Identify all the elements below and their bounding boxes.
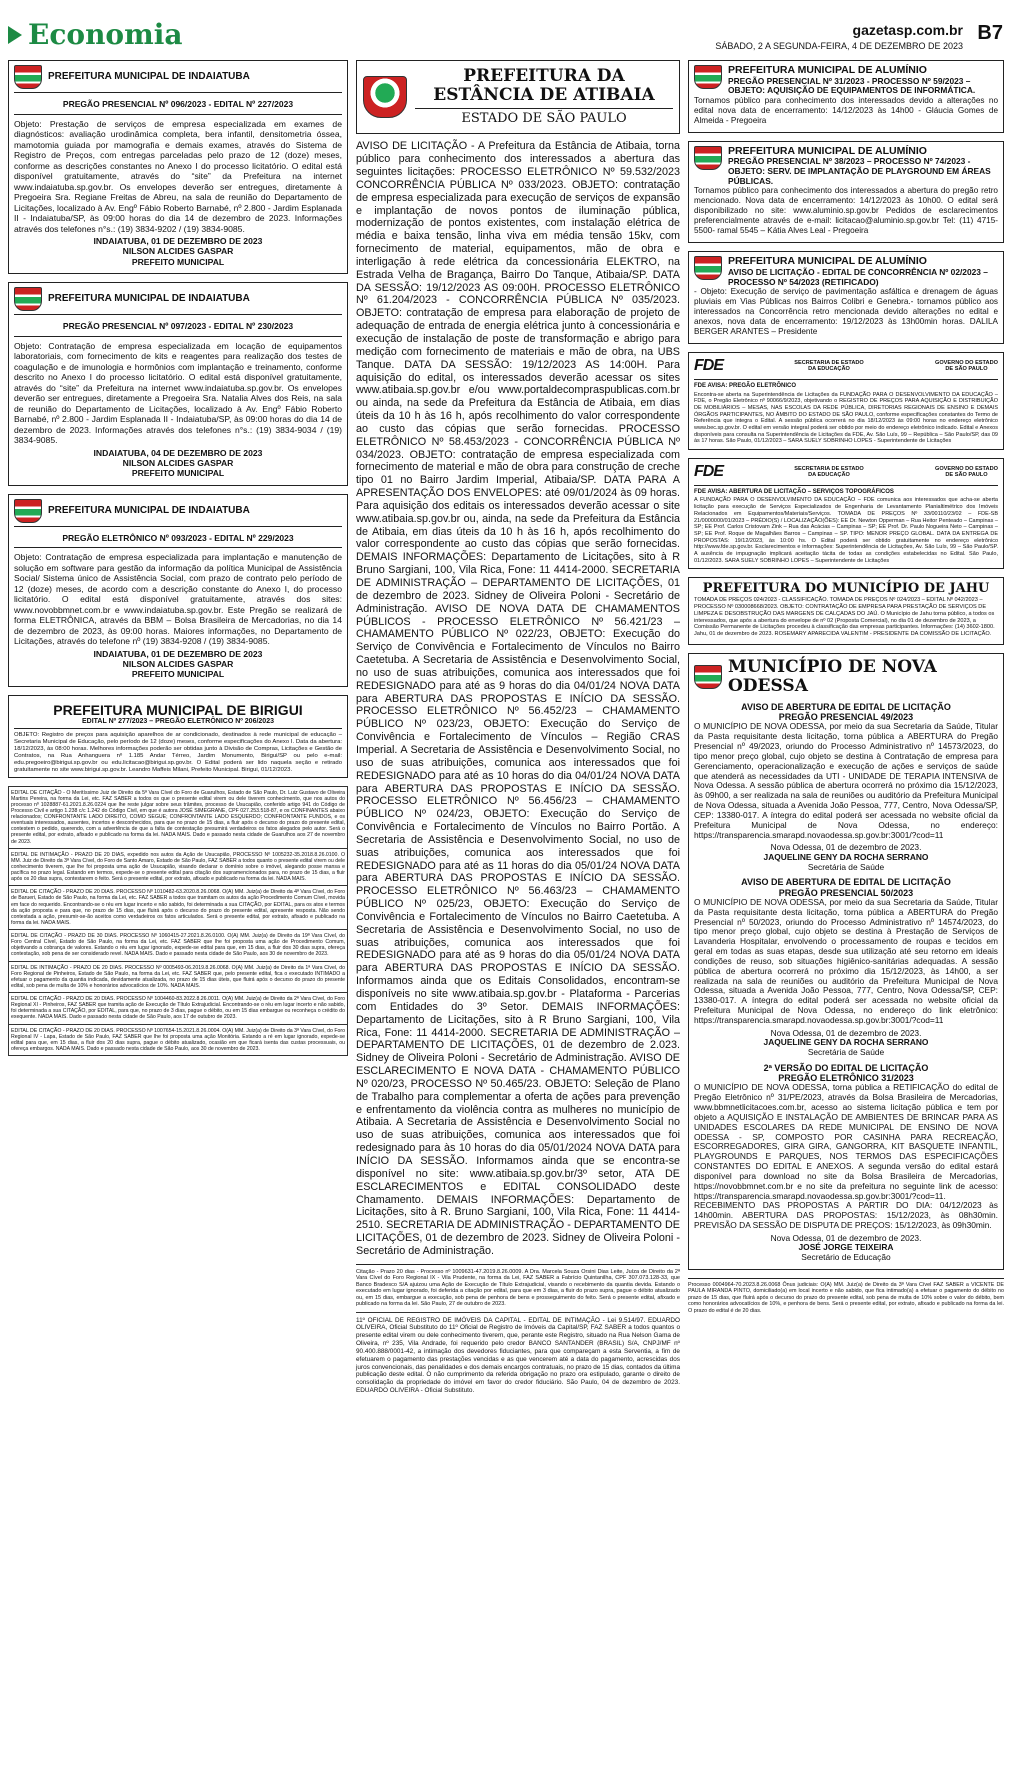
- section-title: Economia: [28, 18, 183, 51]
- notice-subhead: [694, 702, 998, 723]
- subhead-line: AVISO DE ABERTURA DE EDITAL DE LICITAÇÃO: [741, 701, 951, 712]
- city-crest-icon: [694, 146, 722, 170]
- notice-header: [694, 658, 998, 697]
- fde-governo: [935, 360, 998, 372]
- chevron-right-icon: [8, 26, 22, 44]
- notice-subhead: FDE AVISA: PREGÃO ELETRÔNICO: [694, 382, 797, 389]
- notice-signature: [14, 448, 342, 479]
- notice-body: O MUNICÍPIO DE NOVA ODESSA, torna pública a RETIFICAÇÃO do edital de Pregão Eletrônico nº 31/PE/2023, através da Bolsa Brasileira de Mercadorias, www.bbmnetlicitacoes.com.br, acesso ao sistema licitação pública e tem por objeto a AQUISIÇÃO E INSTALAÇÃO DE AMBIENTES DE BRINCAR PARA AS UNIDADES ESCOLARES DA REDE MUNICIPAL DE ENSINO DE NOVA ODESSA - SP, COMPOSTO POR CASINHA PARA RECREAÇÃO, ESCORREGADORES, GIRA GIRA, GANGORRA, KIT BASQUETE INFANTIL, PLAYGROUNDS E PARQUES, NOS TERMOS DAS ESPECIFICAÇÕES CONSTANTES DO EDITAL E ANEXOS. A segunda versão do edital estará disponível para download no site da Bolsa Brasileira de Mercadorias, https://novobbmnet.com.br e no site da prefeitura no seguinte link de acesso: https://transparencia.smarapd.novaodessa.sp.gov.br:3001/?cod=11. RECEBIMENTO DAS PROPOSTAS A PARTIR DO DIA: 04/12/2023 às 14h00min. ABERTURA DAS PROPOSTAS: 15/12/2023, às 08h30min. PREVISÃO DA SESSÃO DE DISPUTA DE PREÇOS: 15/12/2023, às 09h30min.: [694, 1082, 998, 1230]
- notice-entity: PREFEITURA MUNICIPAL DE INDAIATUBA: [48, 71, 250, 83]
- city-crest-icon: [694, 65, 722, 89]
- header-line: DE SÃO PAULO: [945, 366, 988, 373]
- notice-signature: [694, 1234, 998, 1263]
- notice-entity: PREFEITURA MUNICIPAL DE ALUMÍNIO: [728, 64, 927, 76]
- notice-indaiatuba-2: [8, 282, 348, 486]
- notice-fde-2: [688, 458, 1004, 569]
- notice-body: O MUNICÍPIO DE NOVA ODESSA, por meio da sua Secretaria da Saúde, Titular da Pasta requisitante desta licitação, torna pública a ABERTURA do Pregão Presencial nº 50/2023, oriundo do Processo Administrativo nº 14574/2023, do tipo menor preço global, cujo objeto se destina à Prestação de Serviços de Lavanderia Hospitalar, envolvendo o processamento de roupas e tecidos em geral em todas as suas etapas, desde sua utilização até seu retorno em ideais condições de reuso, sob situações higiênico-sanitárias adequadas. A sessão pública de abertura ocorrerá no próximo dia 15/12/2023, às 14h00, a ser realizada na sala de reuniões ou auditório da Prefeitura Municipal de Nova Odessa, situada a Avenida João Pessoa, 777, Centro, Nova Odessa/SP, CEP: 13380-017. A íntegra do edital poderá ser acessada no website oficial da Prefeitura Municipal de Nova Odessa, no endereço do link eletrônico: https://transparencia.smarapd.novaodessa.sp.gov.br:3001/?cod=11: [694, 896, 998, 1025]
- notice-atibaia-body: AVISO DE LICITAÇÃO - A Prefeitura da Estância de Atibaia, torna público para conhecimento dos interessados a abertura das seguintes licitações: PROCESSO ELETRÔNICO Nº 59.532/2023 CONCORRÊNCIA PÚBLICA Nº 033/2023. OBJETO: contratação de empresa especializada para execução de serviços de expansão e implantação de novos pontos de iluminação pública, modernização de pontos existentes, com instalação elétrica de média e baixa tensão, linha viva em média tensão 15kv, com fornecimento de material, equipamentos, mão de obra e interligação à rede elétrica da concessionária ELEKTRO, na Estrada Velha de Bragança, Bairro Do Tanque, Atibaia/SP. DATA DA SESSÃO: 19/12/2023 AS 09:00H. PROCESSO ELETRÔNICO Nº 61.204/2023 - CONCORRÊNCIA PÚBLICA Nº 035/2023. OBJETO: contratação de empresa para elaboração de projeto de adequação de entrada de energia elétrica junto à concessionária e execução de instalação de poste de transformação e abrigo para medição com fornecimento de materiais e mão de obra, na UBS Tanque. DATA DA SESSÃO: 19/12/2023 AS 14:00H. Para aquisição do edital, os interessados deverão acessar os sites www.atibaia.sp.gov.br e/ou www.portaldecompraspublicas.com.br ou ainda, na sede da Prefeitura da Estância de Atibaia, em dias úteis da 10 h às 16 h, após recolhimento do valor correspondente ao custo das cópias que serão fornecidas. PROCESSO ELETRÔNICO Nº 58.453/2023 - CONCORRÊNCIA PÚBLICA Nº 034/2023. OBJETO: contratação de empresa especializada com fornecimento de material e mão de obra para construção de creche tipo 01 no Bairro Jardim Imperial, Atibaia/SP. DATA PARA A APRESENTAÇÃO DOS ENVELOPES: até 09/01/2024 às 09 horas. Para aquisição dos editais os interessados deverão acessar o site www.atibaia.sp.gov.br ou, ainda, na sede da Prefeitura da Estância de Atibaia, em dias úteis da 10 h às 16 h, após recolhimento do valor correspondente ao custo das cópias que serão fornecidas. DEMAIS INFORMAÇÕES: Departamento de Licitações, sito à R Bruno Sargiani, 100, Vila Rica, Fone: 11 4414-2000. SECRETARIA DE ADMINISTRAÇÃO – DEPARTAMENTO DE LICITAÇÕES, 01 de dezembro de 2023. Sidney de Oliveira Poloni - Secretário de Administração. AVISO DE NOVA DATA DE CHAMAMENTOS PÚBLICOS - PROCESSO ELETRÔNICO Nº 56.421/23 – CHAMAMENTO PÚBLICO Nº 022/23, OBJETO: Execução do Serviço de Convivência e Fortalecimento de Vínculos no Bairro Caetetuba. A Secretaria de Assistência e Desenvolvimento Social, no uso de suas atribuições, comunica aos interessados que foi REDESIGNADO para até as 9 horas do dia 04/01/24 NOVA DATA para ABERTURA DAS PROPOSTAS E INÍCIO DA SESSÃO. PROCESSO ELETRÔNICO Nº 56.452/23 – CHAMAMENTO PÚBLICO Nº 023/23, OBJETO: Execução do Serviço de Convivência e Fortalecimento de Vínculos – Região CRAS Imperial. A Secretaria de Assistência e Desenvolvimento Social, no uso de suas atribuições, comunica aos interessados que foi REDESIGNADO para até as 10 horas do dia 04/01/24 NOVA DATA para ABERTURA DAS PROPOSTAS E INÍCIO DA SESSÃO. PROCESSO ELETRÔNICO Nº 56.456/23 – CHAMAMENTO PÚBLICO Nº 024/23, OBJETO: Execução do Serviço de Convivência e Fortalecimento de Vínculos no Bairro Portão. A Secretaria de Assistência e Desenvolvimento Social, no uso de suas atribuições, comunica aos interessados que foi REDESIGNADO para até as 11 horas do dia 05/01/24 NOVA DATA para ABERTURA DAS PROPOSTAS E INÍCIO DA SESSÃO. PROCESSO ELETRÔNICO Nº 56.463/23 – CHAMAMENTO PÚBLICO Nº 025/23, OBJETO: Execução do Serviço de Convivência e Fortalecimento de Vínculos no Bairro Caetetuba. A Secretaria de Assistência e Desenvolvimento Social, no uso de suas atribuições, comunica aos interessados que foi REDESIGNADO para até as 9 horas do dia 05/01/24 NOVA DATA para ABERTURA DAS PROPOSTAS E INÍCIO DA SESSÃO. Informamos ainda que os Editais Consolidados, encontram-se disponíveis no site www.atibaia.sp.gov.br - Plataforma - Parcerias com Entidades do 3º Setor. DEMAIS INFORMAÇÕES: Departamento de Licitações, sito à R Bruno Sargiani, 100, Vila Rica, Fone: 11 4414-2000. SECRETARIA DE ADMINISTRAÇÃO – DEPARTAMENTO DE LICITAÇÕES, 01 de dezembro de 2.023. Sidney de Oliveira Poloni - Secretário de Administração. AVISO DE ESCLARECIMENTO E NOVA DATA - CHAMAMENTO PÚBLICO Nº 020/23, PROCESSO Nº 50.465/23. OBJETO: Seleção de Plano de Trabalho para complementar a oferta de ações para prevenção e enfrentamento da violência contra as mulheres no município de Atibaia. A Secretaria de Assistência e Desenvolvimento Social no uso de suas atribuições, comunica aos interessados que foi redesignado para às 10 horas do dia 05/01/2024 NOVA DATA para INÍCIO DA SESSÃO. Informamos ainda que se encontra-se disponível no site: www.atibaia.sp.gov.br/3º setor, ATA DE ESCLARECIMENTOS e EDITAL CONSOLIDADO deste Chamamento. DEMAIS INFORMAÇÕES: Departamento de Licitações, sito à R. Bruno Sargiani, 100, Vila Rica, Fone: 11 4414-2510. SECRETARIA DE ADMINISTRAÇÃO - DEPARTAMENTO DE LICITAÇÕES, 01 de dezembro de 2023. Sidney de Oliveira Poloni - Secretário de Administração.: [356, 140, 680, 1257]
- court-notice: Processo 0004964-70.2023.8.26.0068 Ônus judiciais: O(A) MM. Juiz(a) de Direito da 3ª Vara Cível FAZ SABER a VICENTE DE PAULA MIRANDA PINTO, domiciliado(a) em local incerto e não sabido, que fica intimado(a) a efetuar o pagamento do débito no prazo de 15 dias, que fluirá após o decurso do prazo do presente edital, sob pena de multa de 10% sobre o valor do débito, bem como honorários advocatícios de 10%, e penhora de bens. Será o presente edital, por extrato, afixado e publicado na forma da lei. O prazo do edital é de 20 dias.: [688, 1278, 1004, 1314]
- notice-subhead: EDITAL Nº 277/2023 – PREGÃO ELETRÔNICO Nº 206/2023: [14, 718, 342, 729]
- column-left: [8, 60, 348, 1056]
- court-notice: Citação - Prazo 20 dias - Processo nº 1009631-47.2019.8.26.0009. A Dra. Marcela Souza Orsini Dias Leite, Juíza de Direito da 2ª Vara Cível do Foro Regional IX - Vila Prudente, na forma da Lei, FAZ SABER a Fabrício Quintanilha, CPF 307.073.128-33, que Banco Bradesco S/A ajuizou uma Ação de Execução de Título Extrajudicial, visando o recebimento da quantia devida. Estando o executado em lugar ignorado, foi deferida a citação por edital, para que em 3 dias, a fluir do prazo supra, pague o débito atualizado ou, em 15 dias, embargue a execução, sob pena de penhora de bens e prosseguimento do feito. Será o presente edital, afixado e publicado na forma da lei. São Paulo, 27 de outubro de 2023.: [356, 1268, 680, 1308]
- notice-body: Objeto: Contratação de empresa especializada para implantação e manutenção de solução em software para gestão da informação da política Municipal de Assistência Social/ Sistema único de Assistência Social, com prazo de contrato pelo período de 12 (doze) meses, de acordo com a descrição constante do Anexo I, do processo licitatório. O edital está disponível gratuitamente, através dos sites: www.novobbmnet.com.br e www.indaiatuba.sp.gov.br. Este Pregão se realizará de forma ELETRÔNICA, através da BBM – Bolsa Brasileira de Mercadorias, no dia 14 de dezembro de 2023, às 09:00 horas. Maiores informações, no Departamento de Licitações, através do telefone nº (19) 3834-9208 / (19) 3834-9085.: [14, 552, 342, 647]
- city-crest-icon: [694, 256, 722, 280]
- court-notice: EDITAL DE CITAÇÃO - PRAZO DE 20 DIAS. PROCESSO Nº 1010482-63.2020.8.26.0068. O(A) MM. Juiz(a) de Direito da 4ª Vara Cível, do Foro de Barueri, Estado de São Paulo, na forma da Lei, etc. FAZ SABER a todos que tramitam os autos da ação Procedimento Comum Cível, movida em face do requerido. Encontrando-se o réu em lugar incerto e não sabido, foi determinada a sua CITAÇÃO, por EDITAL, para os atos e termos da ação proposta e para que, no prazo de 15 dias, que fluirá após o decurso do prazo do presente edital, apresente resposta. Não sendo contestada a ação, presumir-se-ão aceitos como verdadeiros os fatos articulados. Será o presente edital, por extrato, afixado e publicado na forma da lei. NADA MAIS.: [9, 885, 347, 929]
- notice-birigui: [8, 695, 348, 778]
- issue-date: SÁBADO, 2 A SEGUNDA-FEIRA, 4 DE DEZEMBRO DE 2023: [715, 41, 963, 51]
- header-line: GOVERNO DO ESTADO: [934, 360, 998, 367]
- signature-line: PREFEITO MUNICIPAL: [131, 468, 225, 479]
- notice-body: TOMADA DE PREÇOS 024/2023 - CLASSIFICAÇÃO. TOMADA DE PREÇOS Nº 024/2023 – EDITAL Nº 042/2023 – PROCESSO Nº 030008668/2023. OBJETO: CONTRATAÇÃO DE EMPRESA PARA PRESTAÇÃO DE SERVIÇOS DE LIMPEZA E DESOBSTRUÇÃO DAS MARGENS DE CALÇADAS DO JAÚ. O Município de Jahu torna público, a todos os interessados, que após a abertura do envelope de nº 02 (Proposta Comercial), no dia 01 de dezembro de 2023, a Comissão Permanente de Licitações procedeu à classificação das empresas participantes. Informações: (14) 3602-1800. Jahu, 01 de dezembro de 2023. ROSEMARY APARECIDA VALENTIM - PRESIDENTE DA COMISSÃO DE LICITAÇÃO.: [694, 597, 995, 637]
- notice-header: [14, 499, 342, 527]
- signature-line: NILSON ALCIDES GASPAR: [122, 659, 234, 670]
- header-line: DE SÃO PAULO: [945, 472, 988, 479]
- court-notice: EDITAL DE CITAÇÃO - O Meritíssimo Juiz de Direito da 5ª Vara Cível do Foro de Guarulhos, Estado de São Paulo, Dr. Luiz Gustavo de Oliveira Martins Pereira, na forma da Lei, etc. FAZ SABER a todos os que o presente edital virem ou dele tiverem conhecimento, que nos autos do processo nº 1028887-61.2021.8.26.0224 que lhe reste julgar sobre seus trâmites, processo de Usucapião, conferido artigo 941 do Código de Processo Civil e artigo 1.238 c/c 1.242 do Código Civil, em que é autora JOSÉ SIMEGRANE, CPF 027.253.518-87, e os CONFINANTES abaixo relacionados; CONFRONTANTE LADO DIREITO, COMO SEGUE; CONFRONTANTE LADO ESQUERDO; CONFRONTANTE FUNDOS, e os eventuais interessados, ausentes, incertos e desconhecidos, para que no prazo de 15 dias, a fluir após o decurso do prazo do presente edital, contestem o pedido, querendo, com a advertência de que a falta de contestação presumirá verdadeiros os fatos alegados pelo autor. Será o presente edital, por extrato, afixado e publicado na forma da lei. NADA MAIS. Dado e passado nesta cidade de Guarulhos aos 27 de novembro de 2023.: [11, 789, 345, 845]
- court-notice: EDITAL DE INTIMAÇÃO - PRAZO DE 20 DIAS. PROCESSO Nº 0005493-06.2019.8.26.0068. O(A) MM. Juiz(a) de Direito da 1ª Vara Cível, do Foro Regional de Pinheiros, Estado de São Paulo, na forma da Lei, etc. FAZ SABER que, pelo presente edital, fica o executado INTIMADO a efetuar o pagamento da quantia indicada, devidamente atualizada, no prazo de 15 dias úteis, que fluirá após o decurso do prazo do presente edital, sob pena de multa de 10% e honorários advocatícios de 10%. NADA MAIS.: [9, 961, 347, 993]
- city-crest-icon: [14, 287, 42, 311]
- notice-signature: [694, 1029, 998, 1058]
- notice-entity: PREFEITURA MUNICIPAL DE ALUMÍNIO: [728, 144, 927, 157]
- court-notice: EDITAL DE INTIMAÇÃO - PRAZO DE 20 DIAS, expedido nos autos da Ação de Usucapião, PROCESSO Nº 1005232-35.2018.8.26.0100. O MM. Juiz de Direito da 3ª Vara Cível, do Foro de Santo Amaro, Estado de São Paulo, FAZ SABER a todos quanto o presente edital virem ou dele conhecimento tiverem, que lhe foi proposta uma ação de Usucapião, visando declarar o domínio sobre o imóvel, alegando posse mansa e pacífica no prazo legal. Estando em termos, expede-se o presente edital para citação dos supramencionados para, no prazo de 15 dias, a fluir após os 20 dias supra, contestarem o feito. Será o presente edital, por extrato, afixado e publicado na forma da lei. NADA MAIS.: [9, 848, 347, 886]
- city-crest-icon: [14, 65, 42, 89]
- notice-subhead: PREGÃO ELETRÔNICO Nº 093/2023 - EDITAL Nº 229/2023: [14, 530, 342, 549]
- fde-logo: FDE: [694, 357, 723, 375]
- notice-indaiatuba-3: [8, 494, 348, 687]
- notice-entity: PREFEITURA DA ESTÂNCIA DE ATIBAIA: [433, 66, 655, 105]
- masthead: [0, 0, 1011, 58]
- fde-secretaria: [794, 466, 864, 478]
- court-notice: 11º OFICIAL DE REGISTRO DE IMÓVEIS DA CAPITAL - EDITAL DE INTIMAÇÃO - Lei 9.514/97. EDUARDO OLIVEIRA, Oficial Substituto do 11º Oficial de Registro de Imóveis da Capital/SP, FAZ SABER a todos quantos o presente edital virem ou dele conhecimento tiverem, que, perante este Registro, situado na Rua Nelson Gama de Oliveira, nº 235, Vila Andrade, foi requerido pelo credor BANCO SANTANDER (BRASIL) S/A, CNPJ/MF nº 90.400.888/0001-42, a intimação dos devedores fiduciantes, para que compareçam a esta Serventia, a fim de efetuarem o pagamento das prestações vencidas e as que vencerem até a data do pagamento, acrescidas dos juros convencionais, das penalidades e dos demais encargos contratuais, no prazo de 15 dias, contados da última publicação deste edital. O não cumprimento da referida obrigação no prazo ora estipulado, garante o direito de consolidação da propriedade do imóvel em favor do credor fiduciário. São Paulo, 04 de dezembro de 2023. EDUARDO OLIVEIRA - Oficial Substituto.: [356, 1312, 680, 1395]
- signature-line: JAQUELINE GENY DA ROCHA SERRANO: [763, 851, 929, 862]
- notice-jahu: [688, 577, 1004, 644]
- notice-state: ESTADO DE SÃO PAULO: [415, 108, 673, 127]
- signature-line: JAQUELINE GENY DA ROCHA SERRANO: [763, 1037, 929, 1048]
- subhead-line: 2ª VERSÃO DO EDITAL DE LICITAÇÃO: [763, 1062, 929, 1073]
- notice-subhead: FDE AVISA: ABERTURA DE LICITAÇÃO – SERVIÇOS TOPOGRÁFICOS: [694, 488, 894, 495]
- signature-line: NILSON ALCIDES GASPAR: [122, 246, 234, 257]
- notice-entity: PREFEITURA MUNICIPAL DE INDAIATUBA: [48, 293, 250, 305]
- notice-signature: [14, 236, 342, 267]
- notice-subhead: PREGÃO PRESENCIAL Nº 31/2023 - PROCESSO Nº 59/2023 – OBJETO: AQUISIÇÃO DE EQUIPAMENTOS DE INFORMÁTICA.: [728, 75, 976, 96]
- subhead-line: PREGÃO PRESENCIAL 49/2023: [778, 712, 914, 723]
- fde-logo: FDE: [694, 463, 723, 481]
- signature-line: INDAIATUBA, 01 DE DEZEMBRO DE 2023: [93, 648, 263, 659]
- notice-signature: [694, 843, 998, 872]
- header-line: DA EDUCAÇÃO: [808, 366, 850, 373]
- site-name: gazetasp.com.br: [852, 22, 963, 38]
- subhead-line: PREGÃO ELETRÔNICO 31/2023: [778, 1073, 914, 1084]
- notice-subhead: PREGÃO PRESENCIAL Nº 096/2023 - EDITAL Nº 227/2023: [14, 96, 342, 115]
- notice-body: OBJETO: Registro de preços para aquisição aparelhos de ar condicionado, destinados à rede municipal de educação – Secretaria Municipal de Educação, pelo período de 12 (doze) meses, conforme especificações do Anexo I. Data da abertura: 18/12/2023, às 08:00 horas. Melhores informações poderão ser obtidas junto à Divisão de Compras, Licitações e Gestão de Contratos, na Rua Anhanguera nº 1.185 Andar Térreo, Jardim Monumento, Birigui/SP ou pelo e-mail: edu.pregoeiro@birigui.sp.gov.br ou edu.licitacao@birigui.sp.gov.br. O Edital poderá ser lido naquela seção e retirado gratuitamente no site www.birigui.sp.gov.br. Leandro Maffeis Milani, Prefeito Municipal. Birigui, 01/12/2023.: [14, 731, 342, 773]
- notice-subhead: PREGÃO PRESENCIAL Nº 097/2023 - EDITAL Nº 230/2023: [14, 318, 342, 337]
- header-line: SECRETARIA DE ESTADO: [794, 360, 864, 367]
- notice-header: [14, 65, 342, 93]
- notice-signature: [14, 649, 342, 680]
- notice-subhead: [694, 1063, 998, 1084]
- signature-line: Secretária de Saúde: [807, 861, 885, 872]
- court-notices: [8, 786, 348, 1057]
- city-crest-icon: [363, 76, 407, 118]
- notice-entity: PREFEITURA MUNICIPAL DE BIRIGUI: [53, 701, 303, 718]
- header-line: DA EDUCAÇÃO: [808, 472, 850, 479]
- notice-aluminio-2: [688, 141, 1004, 244]
- notice-entity: PREFEITURA MUNICIPAL DE INDAIATUBA: [48, 504, 250, 516]
- notice-body: Tornamos público para conhecimento dos interessados a abertura do pregão retro mencionado. Nova data de encerramento: 14/12/2023 às 10h00. O edital será disponibilizado no site: www.aluminio.sp.gov.br Pedidos de esclarecimentos preferencialmente através de e-mail: licitacao@aluminio.sp.gov.br Tel: (11) 4715-5500- ramal 5545 – Kátia Alves Leal - Pregoeira: [694, 186, 998, 236]
- subhead-line: AVISO DE ABERTURA DE EDITAL DE LICITAÇÃO: [741, 877, 951, 888]
- notice-aluminio-1: [688, 60, 1004, 133]
- notice-fde-1: [688, 352, 1004, 450]
- notice-subhead: PREGÃO PRESENCIAL Nº 38/2023 – PROCESSO Nº 74/2023 - OBJETO: SERV. DE IMPLANTAÇÃO DE PLAYGROUND EM ÁREAS PÚBLICAS.: [728, 156, 991, 186]
- notice-header: [694, 65, 998, 96]
- notice-header: [694, 463, 998, 485]
- signature-line: PREFEITO MUNICIPAL: [131, 256, 225, 267]
- notice-body: Objeto: Contratação de empresa especializada em locação de equipamentos laboratoriais, com fornecimento de kits e reagentes para realização dos testes de coagulação e de imunologia e hormônios com implantação e treinamento, conforme descrito no Anexo I do processo licitatório. O edital está disponível gratuitamente, através do “site” da Prefeitura na internet www.indaiatuba.sp.gov.br. Os envelopes deverão ser entregues, diretamente a Pregoeira Sra. Natalia Alves dos Reis, na sala de reunião do Departamento de Licitações, localizado à Av. Engº Fábio Roberto Barnabé, nº 2.800 - Jardim Esplanada II - Indaiatuba/SP, às 09:00 horas do dia 14 de dezembro de 2023. Informações através dos telefones n°s.: (19) 3834-9034 / (19) 3834-9085.: [14, 340, 342, 446]
- notice-entity: PREFEITURA MUNICIPAL DE ALUMÍNIO: [728, 255, 927, 268]
- notice-header: [694, 146, 998, 187]
- signature-line: PREFEITO MUNICIPAL: [131, 669, 225, 680]
- notice-nova-odessa: [688, 653, 1004, 1270]
- court-notice: EDITAL DE CITAÇÃO - PRAZO DE 20 DIAS. PROCESSO Nº 1004460-83.2022.8.26.0011. O(A) MM. Juiz(a) de Direito da 2ª Vara Cível, do Foro Regional XI - Pinheiros, FAZ SABER que tramita ação de Execução de Título Extrajudicial. Encontrando-se o réu em lugar incerto e não sabido, foi determinada a sua CITAÇÃO, por EDITAL, para que, no prazo de 3 dias, pague o débito, ou em 15 dias embargue ou reconheça o crédito do exequente. NADA MAIS. Dado e passado nesta cidade de São Paulo, aos 17 de outubro de 2023.: [9, 992, 347, 1024]
- signature-line: INDAIATUBA, 01 DE DEZEMBRO DE 2023: [93, 236, 263, 247]
- notice-body: Objeto: Prestação de serviços de empresa especializada em exames de diagnósticos: avaliação urodinâmica completa, bera infantil, densitometria óssea, mamotomia guiada por mamografia e demais exames, através do Sistema de Registro de Preços, com entregas parceladas pelo prazo de 12 (doze) meses, conforme as descrições constantes no Anexo I do processo licitatório. O edital está disponível gratuitamente, através do “site” da Prefeitura na internet www.indaiatuba.sp.gov.br. Os envelopes deverão ser entregues, diretamente à Pregoeira Sra. Regiane Freitas de Abreu, na sala de reunião do Departamento de Licitações, localizado à Av. Engº Fábio Roberto Barnabé, nº 2.800 - Jardim Esplanada II - Indaiatuba/SP, às 09:00 horas do dia 14 de dezembro de 2023. Informações através dos telefones n°s.: (19) 3834-9202 / (19) 3834-9085.: [14, 118, 342, 234]
- signature-line: Secretária de Saúde: [807, 1047, 885, 1058]
- notice-body: - Objeto: Execução de serviço de pavimentação asfáltica e drenagem de águas pluviais em Vias Públicas nos Bairros Colibri e Genebra.- tornamos público aos interessados na Concorrência retro mencionada devido alterações no edital e anexos, nova data de encerramento: 19/12/2023 às 13h00min horas. DALILA BERGER ARANTES – Presidente: [694, 287, 998, 337]
- notice-header: [694, 256, 998, 287]
- notice-entity: MUNICÍPIO DE NOVA ODESSA: [728, 656, 937, 697]
- notice-body: O MUNICÍPIO DE NOVA ODESSA, por meio da sua Secretaria da Saúde, Titular da Pasta requisitante desta licitação, torna pública a ABERTURA do Pregão Presencial nº 49/2023, oriundo do Processo Administrativo nº 14573/2023, do tipo menor preço global, cujo objeto se destina à Contratação de empresa para Gerenciamento, operacionalização e execução de ações e serviços de saúde que atenderá as necessidades da UTI - UNIDADE DE TERAPIA INTENSIVA de Nova Odessa. A sessão pública de abertura ocorrerá no próximo dia 15/12/2023, às 09h00, a ser realizada na sala de reuniões ou auditório da Prefeitura Municipal de Nova Odessa, situada a Avenida João Pessoa, 777, Centro, Nova Odessa/SP, CEP: 13380-017. A íntegra do edital poderá ser acessada no website oficial da Prefeitura Municipal de Nova Odessa, no endereço: https://transparencia.smarapd.novaodessa.sp.gov.br:3001/?cod=11: [694, 721, 998, 840]
- notice-body: Tornamos público para conhecimento dos interessados devido a alterações no edital nova data de encerramento: 14/12/2023 às 14h00 - Gláucia Gomes de Almeida - Pregoeira: [694, 95, 998, 125]
- notice-entity: PREFEITURA DO MUNICÍPIO DE JAHU: [702, 581, 990, 597]
- notice-subhead: [694, 877, 998, 898]
- notice-subhead: AVISO DE LICITAÇÃO - EDITAL DE CONCORRÊNCIA Nº 02/2023 – PROCESSO Nº 54/2023 (RETIFICADO): [728, 266, 988, 287]
- page-number: B7: [977, 22, 1003, 44]
- header-line: SECRETARIA DE ESTADO: [794, 466, 864, 473]
- fde-governo: [935, 466, 998, 478]
- signature-line: Nova Odessa, 01 de dezembro de 2023.: [770, 1027, 922, 1038]
- signature-line: Secretário de Educação: [801, 1252, 891, 1263]
- fde-secretaria: [794, 360, 864, 372]
- column-middle: [356, 60, 680, 1395]
- notice-body: Encontra-se aberta na Superintendência de Licitações da FUNDAÇÃO PARA O DESENVOLVIMENTO DA EDUCAÇÃO – FDE, o Pregão Eletrônico nº 90066/9/2023, objetivando o REGISTRO DE PREÇOS PARA AQUISIÇÃO E DISTRIBUIÇÃO DE MOBILIÁRIOS – MESAS, NAS ESCOLAS DA REDE PÚBLICA, DIRETORIAS REGIONAIS DE ENSINO E DEMAIS ÓRGÃOS PARTICIPANTES, NO ÂMBITO DO ESTADO DE SÃO PAULO, conforme especificações constantes do Termo de Referência que integra o Edital. A sessão pública ocorrerá no dia 18/12/2023 às 09:00 horas no endereço eletrônico www.bec.sp.gov.br. O edital em versão integral poderá ser obtido por meio do endereço eletrônico indicado. Edital e Anexos disponíveis para consulta na Superintendência de Licitações da FDE, Av. São Luís, 99 – República – São Paulo/SP, das 09 às 17 horas. São Paulo, 01/12/2023 – SARA SUELY SOBRINHO LOPES - Superintendente de Licitações: [694, 391, 998, 445]
- subhead-line: PREGÃO PRESENCIAL 50/2023: [778, 887, 914, 898]
- notice-body: A FUNDAÇÃO PARA O DESENVOLVIMENTO DA EDUCAÇÃO – FDE comunica aos interessados que acha-se aberta licitação para execução de Serviços Especializados de Engenharia de Levantamento Planialtimétrico dos Imóveis Relacionados em Equipamentos/Materiais/Serviços. TOMADA DE PREÇOS Nº 33/00110/23/02 – FDE-SB 21/0000000/01/2023 – PRÉDIO(S) / LOCALIZAÇÃO(ÕES): EE Dr. Newton Opperman – Rua Heitor Penteado – Campinas – SP; EE Prof. Carlos Cristovam Zink – Rua das Acácias – Campinas – SP; EE Prof. Dr. Paulo Nogueira Neto – Campinas – SP; EE Prof. Roque de Magalhães Barros – Campinas – SP. TIPO: MENOR PREÇO GLOBAL. DATA DA ENTREGA DE PROPOSTAS: 19/12/2023, às 10:00 hs. O Edital poderá ser obtido gratuitamente no endereço eletrônico http://www.fde.sp.gov.br. Esclarecimentos e informações: Superintendência de Licitações, Av. São Luís, 99 – São Paulo/SP. A ausência de impugnação implicará aceitação tácita de todas as condições estabelecidas no Edital. São Paulo, 01/12/2023. SARA SUELY SOBRINHO LOPES – Superintendente de Licitações: [694, 497, 998, 564]
- court-notice: EDITAL DE CITAÇÃO - PRAZO DE 30 DIAS. PROCESSO Nº 1060415-27.2021.8.26.0100. O(A) MM. Juiz(a) de Direito da 19ª Vara Cível, do Foro Central Cível, Estado de São Paulo, na forma da Lei, etc. FAZ SABER que lhe foi proposta uma ação de Procedimento Comum, objetivando a cobrança de valores. Estando o réu em lugar ignorado, expede-se edital para que, em 15 dias, a fluir dos 30 dias supra, ofereça contestação, sob pena de ser considerado revel. NADA MAIS. Dado e passado nesta cidade de São Paulo, aos 30 de novembro de 2023.: [9, 929, 347, 961]
- signature-line: JOSÉ JORGE TEIXEIRA: [798, 1242, 894, 1253]
- notice-indaiatuba-1: [8, 60, 348, 274]
- notice-atibaia-header: [356, 60, 680, 134]
- court-notices-middle: [356, 1264, 680, 1395]
- signature-line: Nova Odessa, 01 de dezembro de 2023.: [770, 842, 922, 853]
- notice-aluminio-3: [688, 251, 1004, 344]
- city-crest-icon: [14, 499, 42, 523]
- signature-line: Nova Odessa, 01 de dezembro de 2023.: [770, 1232, 922, 1243]
- signature-line: INDAIATUBA, 04 DE DEZEMBRO DE 2023: [93, 447, 263, 458]
- notice-header: [694, 357, 998, 379]
- city-crest-icon: [694, 665, 722, 689]
- header-line: GOVERNO DO ESTADO: [934, 466, 998, 473]
- signature-line: NILSON ALCIDES GASPAR: [122, 457, 234, 468]
- court-notice: EDITAL DE CITAÇÃO - PRAZO DE 20 DIAS. PROCESSO Nº 1007654-15.2021.8.26.0004. O(A) MM. Juiz(a) de Direito da 3ª Vara Cível, do Foro Regional IV - Lapa, Estado de São Paulo, FAZ SABER que lhe foi proposta uma ação Monitória. Estando a ré em lugar ignorado, expede-se edital para que, em 15 dias, a fluir dos 20 dias supra, pague o débito atualizado, ocasião em que ficará isenta das custas processuais, ou ofereça embargos. NADA MAIS. Dado e passado nesta cidade de São Paulo, aos 30 de novembro de 2023.: [9, 1024, 347, 1056]
- notice-header: [14, 287, 342, 315]
- column-right: [688, 60, 1004, 1314]
